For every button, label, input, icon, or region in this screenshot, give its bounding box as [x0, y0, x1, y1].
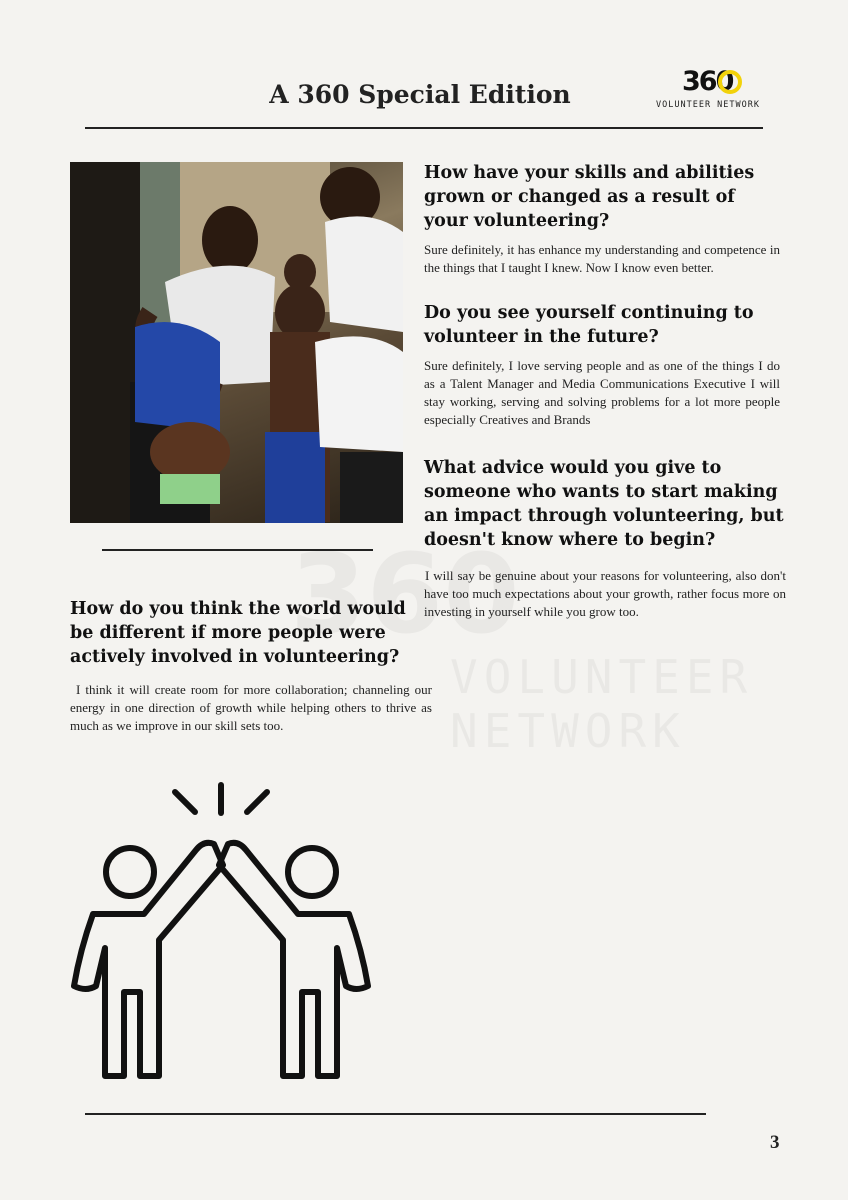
footer-divider: [85, 1113, 706, 1115]
qa-block-world: [70, 597, 432, 735]
page-number: 3: [770, 1132, 780, 1153]
question-future: Do you see yourself continuing to volunteer in the future?: [424, 303, 754, 347]
photo-divider: [102, 549, 373, 551]
logo-subtitle: VOLUNTEER NETWORK: [656, 100, 760, 110]
logo-ring-icon: [718, 70, 742, 94]
question-world: How do you think the world would be different if more people were actively involved in volunteering?: [70, 599, 406, 667]
answer-skills: Sure definitely, it has enhance my understanding and competence in the things that I taught I knew. Now I know even better.: [424, 242, 780, 275]
answer-advice: I will say be genuine about your reasons for volunteering, also don't have too much expectations about your growth, rather focus more on investing in yourself while you grow too.: [424, 568, 786, 619]
question-advice: What advice would you give to someone who wants to start making an impact through volunteering, but doesn't know where to begin?: [424, 458, 784, 550]
page-title: A 360 Special Edition: [269, 80, 571, 109]
logo-number: 360: [682, 66, 733, 97]
header-divider: [85, 127, 763, 129]
qa-block-skills: [424, 161, 780, 277]
qa-block-advice: [424, 456, 786, 621]
volunteer-network-logo: [652, 66, 770, 112]
volunteers-dressing-children-photo: [70, 162, 403, 523]
question-skills: How have your skills and abilities grown or changed as a result of your volunteering?: [424, 163, 755, 231]
volunteers-photo: [70, 162, 403, 523]
watermark-text: [450, 650, 753, 758]
answer-future: Sure definitely, I love serving people and as one of the things I do as a Talent Manager and Media Communications Executive I will stay working, serving and solving problems for a lot more people especially Creatives and Brands: [424, 358, 780, 427]
high-five-icon: [68, 780, 378, 1085]
qa-block-future: [424, 301, 780, 429]
answer-world: I think it will create room for more collaboration; channeling our energy in one direction of growth while helping others to thrive as much as we improve in our skill sets too.: [70, 682, 432, 733]
